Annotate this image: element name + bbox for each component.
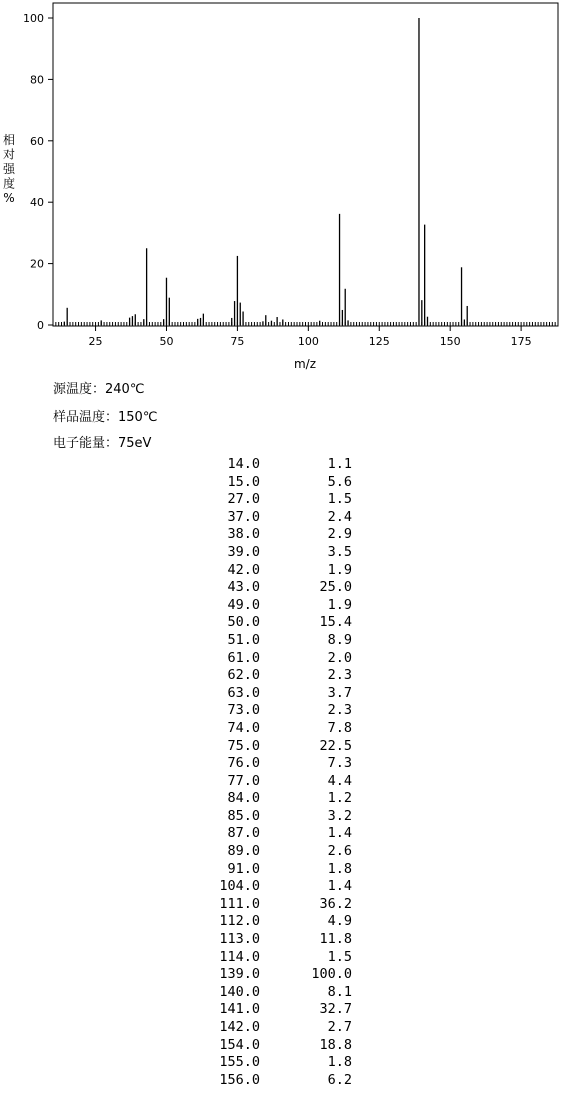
table-row [200,544,352,562]
table-row [200,720,352,738]
abundance-value: 2.9 [327,526,352,543]
mz-value: 154.0 [219,1036,260,1053]
abundance-value: 1.8 [327,1054,352,1071]
mz-value: 51.0 [227,631,260,648]
y-axis-label-char: 相 [2,133,16,147]
mz-value: 15.0 [227,473,260,490]
y-axis-label-char: 强 [2,162,16,176]
mz-value: 39.0 [227,543,260,560]
plot-frame [53,3,558,326]
table-row [200,825,352,843]
abundance-value: 3.7 [327,684,352,701]
y-tick-label: 20 [30,257,44,271]
peak-table [200,456,352,1089]
table-row [200,878,352,896]
y-axis-label-char: 对 [2,147,16,162]
mz-value: 63.0 [227,684,260,701]
mz-value: 73.0 [227,702,260,719]
spectrum-peaks [64,18,467,325]
table-row [200,1054,352,1072]
mz-value: 142.0 [219,1019,260,1035]
y-tick-label: 80 [30,73,44,87]
table-row [200,790,352,808]
abundance-value: 1.1 [327,456,352,472]
table-row [200,1001,352,1019]
abundance-value: 1.5 [327,491,352,508]
mz-value: 104.0 [219,878,260,895]
table-row [200,843,352,861]
abundance-value: 1.4 [327,825,352,842]
table-row [200,808,352,826]
mass-spectrum-chart [0,0,570,380]
sample-temperature: 样品温度：150℃ [53,410,158,425]
table-row [200,650,352,668]
mz-value: 74.0 [227,719,260,736]
mz-value: 139.0 [219,966,260,983]
abundance-value: 6.2 [327,1071,352,1088]
abundance-value: 18.8 [319,1036,352,1053]
abundance-value: 2.3 [327,702,352,719]
table-row [200,474,352,492]
table-row [200,1072,352,1090]
table-row [200,491,352,509]
mz-value: 113.0 [219,931,260,948]
abundance-value: 7.8 [327,719,352,736]
table-row [200,773,352,791]
x-tick-label: 75 [230,335,245,348]
baseline-minor-ticks [53,322,558,326]
table-row [200,966,352,984]
y-axis-label-char: % [3,191,15,205]
mz-value: 49.0 [227,596,260,613]
x-axis-ticks [89,326,532,348]
abundance-value: 1.5 [327,948,352,965]
abundance-value: 8.9 [327,631,352,648]
y-tick-label: 0 [37,319,44,332]
abundance-value: 1.8 [327,860,352,877]
table-row [200,526,352,544]
table-row [200,755,352,773]
abundance-value: 32.7 [319,1001,352,1018]
y-tick-label: 100 [23,12,44,25]
mz-value: 38.0 [227,526,260,543]
mz-value: 42.0 [227,561,260,578]
mz-value: 156.0 [219,1071,260,1088]
abundance-value: 11.8 [319,931,352,948]
x-axis-label: m/z [293,357,317,371]
table-row [200,861,352,879]
x-tick-label: 125 [368,335,390,348]
x-tick-label: 150 [439,335,461,348]
abundance-value: 1.9 [327,561,352,578]
mz-value: 85.0 [227,807,260,824]
abundance-value: 1.2 [327,790,352,807]
x-tick-label: 25 [88,335,103,348]
abundance-value: 3.2 [327,807,352,824]
mz-value: 37.0 [227,508,260,525]
abundance-value: 4.9 [327,913,352,930]
abundance-value: 2.0 [327,649,352,666]
abundance-value: 1.9 [327,596,352,613]
table-row [200,632,352,650]
mz-value: 61.0 [227,649,260,666]
table-row [200,738,352,756]
abundance-value: 1.4 [327,878,352,895]
y-axis-ticks [23,12,53,332]
y-axis-label-char: 度 [2,176,16,191]
mz-value: 77.0 [227,772,260,789]
mz-value: 27.0 [227,491,260,508]
table-row [200,949,352,967]
mz-value: 14.0 [227,456,260,472]
table-row [200,685,352,703]
abundance-value: 15.4 [319,614,352,631]
mz-value: 111.0 [219,895,260,912]
x-tick-label: 175 [510,335,532,348]
abundance-value: 7.3 [327,755,352,772]
mz-value: 89.0 [227,843,260,860]
mz-value: 50.0 [227,614,260,631]
abundance-value: 2.3 [327,667,352,684]
table-row [200,984,352,1002]
abundance-value: 2.6 [327,843,352,860]
mz-value: 140.0 [219,983,260,1000]
table-row [200,456,352,474]
mz-value: 141.0 [219,1001,260,1018]
mz-value: 43.0 [227,579,260,596]
y-tick-label: 60 [30,134,44,148]
source-temperature: 源温度：240℃ [53,382,145,397]
mz-value: 75.0 [227,737,260,754]
table-row [200,562,352,580]
mz-value: 112.0 [219,913,260,930]
mz-value: 62.0 [227,667,260,684]
electron-energy: 电子能量：75eV [53,436,152,451]
abundance-value: 2.4 [327,508,352,525]
table-row [200,1037,352,1055]
table-row [200,1019,352,1037]
abundance-value: 2.7 [327,1019,352,1035]
table-row [200,702,352,720]
table-row [200,597,352,615]
abundance-value: 3.5 [327,543,352,560]
mz-value: 76.0 [227,755,260,772]
abundance-value: 25.0 [319,579,352,596]
y-axis-label [3,132,16,205]
table-row [200,896,352,914]
table-row [200,509,352,527]
abundance-value: 100.0 [311,966,352,983]
x-tick-label: 100 [297,335,319,348]
abundance-value: 8.1 [327,983,352,1000]
mz-value: 84.0 [227,790,260,807]
y-tick-label: 40 [30,196,44,210]
table-row [200,931,352,949]
abundance-value: 5.6 [327,473,352,490]
table-row [200,614,352,632]
mz-value: 91.0 [227,860,260,877]
mz-value: 114.0 [219,948,260,965]
mz-value: 155.0 [219,1054,260,1071]
mz-value: 87.0 [227,825,260,842]
x-tick-label: 50 [159,335,174,348]
abundance-value: 4.4 [327,772,352,789]
table-row [200,667,352,685]
table-row [200,913,352,931]
abundance-value: 36.2 [319,895,352,912]
table-row [200,579,352,597]
abundance-value: 22.5 [319,737,352,754]
